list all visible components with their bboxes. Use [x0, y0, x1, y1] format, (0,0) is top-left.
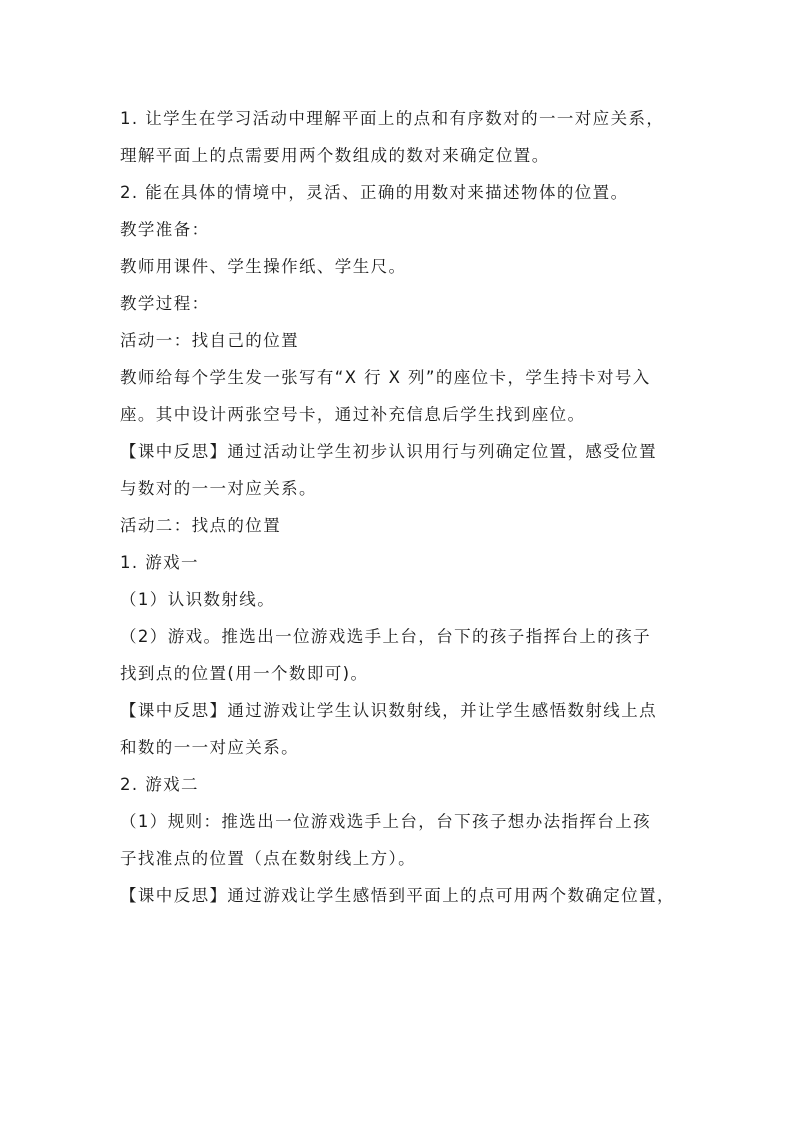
reflection-1-line-2: 与数对的一一对应关系。: [120, 479, 317, 498]
preparation-text: 教师用课件、学生操作纸、学生尺。: [120, 257, 407, 276]
game-1-step-2-line-2: 找到点的位置(用一个数即可)。: [120, 664, 369, 683]
objective-1-line-2: 理解平面上的点需要用两个数组成的数对来确定位置。: [120, 146, 550, 165]
activity-1-text-line-1: 教师给每个学生发一张写有“X 行 X 列”的座位卡，学生持卡对号入: [120, 368, 651, 387]
reflection-2-line-2: 和数的一一对应关系。: [120, 738, 299, 757]
document-body: [120, 100, 680, 914]
reflection-3-line-1: 【课中反思】通过游戏让学生感悟到平面上的点可用两个数确定位置，: [120, 886, 675, 905]
objective-2: 2. 能在具体的情境中，灵活、正确的用数对来描述物体的位置。: [120, 183, 629, 202]
game-2-heading: 2. 游戏二: [120, 775, 199, 794]
activity-1-text-line-2: 座。其中设计两张空号卡，通过补充信息后学生找到座位。: [120, 405, 586, 424]
activity-2-heading: 活动二：找点的位置: [120, 516, 282, 535]
game-1-heading: 1. 游戏一: [120, 553, 199, 572]
game-1-step-2-line-1: （2）游戏。推选出一位游戏选手上台，台下的孩子指挥台上的孩子: [120, 627, 651, 646]
section-heading-preparation: 教学准备：: [120, 220, 210, 239]
activity-1-heading: 活动一：找自己的位置: [120, 331, 299, 350]
objective-1-line-1: 1. 让学生在学习活动中理解平面上的点和有序数对的一一对应关系，: [120, 109, 665, 128]
section-heading-process: 教学过程：: [120, 294, 210, 313]
reflection-1-line-1: 【课中反思】通过活动让学生初步认识用行与列确定位置，感受位置: [120, 442, 657, 461]
game-1-step-1: （1）认识数射线。: [120, 590, 276, 609]
game-2-rule-line-1: （1）规则：推选出一位游戏选手上台，台下孩子想办法指挥台上孩: [120, 812, 651, 831]
reflection-2-line-1: 【课中反思】通过游戏让学生认识数射线，并让学生感悟数射线上点: [120, 701, 657, 720]
game-2-rule-line-2: 子找准点的位置（点在数射线上方）。: [120, 849, 417, 868]
